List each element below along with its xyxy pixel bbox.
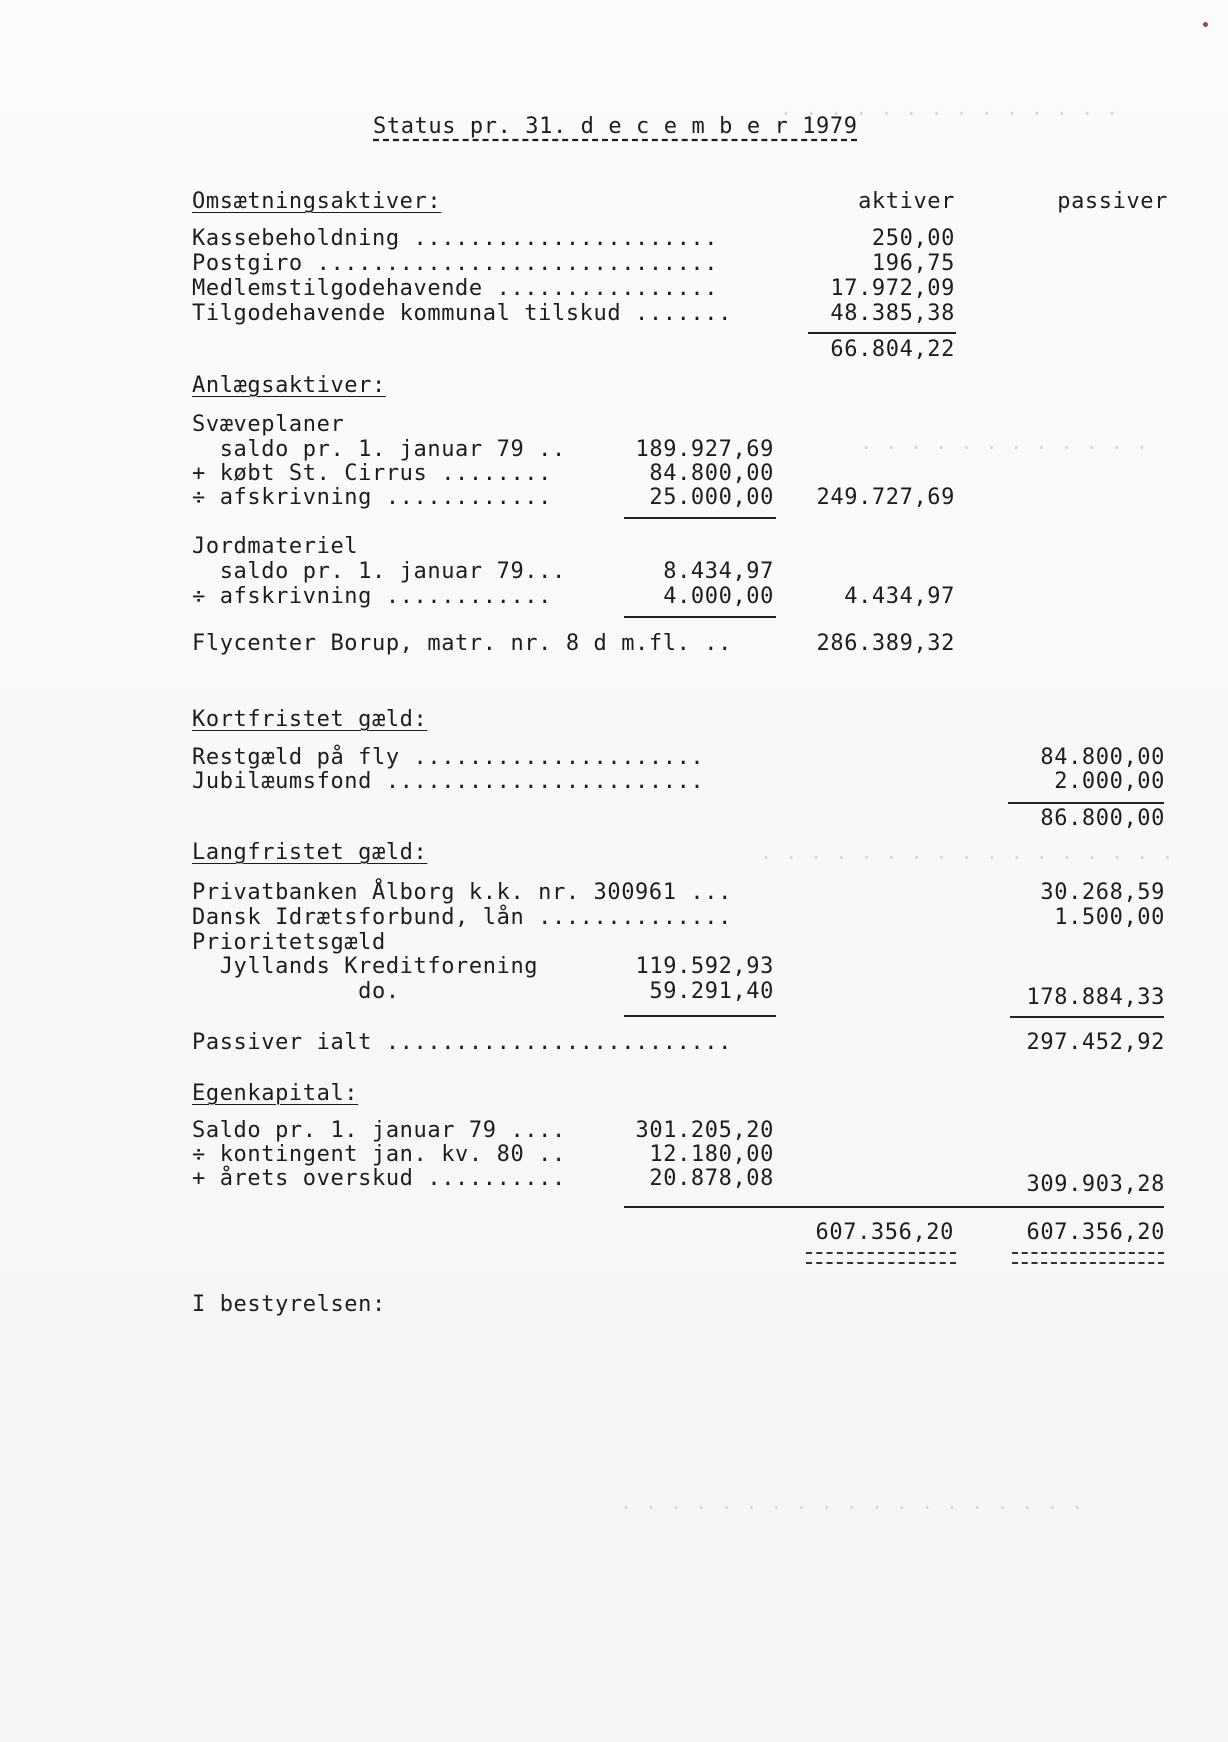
column-header-aktiver: aktiver <box>858 189 955 214</box>
row-amount: 17.972,09 <box>830 276 955 301</box>
row-amount: 12.180,00 <box>649 1142 774 1167</box>
subtotal-rule <box>624 517 776 519</box>
row-amount: 250,00 <box>871 226 955 251</box>
row-amount: 30.268,59 <box>1040 880 1165 905</box>
subtotal-rule <box>1010 1016 1164 1018</box>
section-heading-egenkapital: Egenkapital: <box>192 1081 359 1106</box>
row-label: + købt St. Cirrus ........ <box>192 461 552 486</box>
group-total-amount: 178.884,33 <box>1026 985 1165 1010</box>
row-label: ÷ kontingent jan. kv. 80 .. <box>192 1142 566 1167</box>
row-amount: 189.927,69 <box>635 437 774 462</box>
group-total-amount: 4.434,97 <box>844 584 955 609</box>
row-label: Jubilæumsfond ....................... <box>192 769 705 794</box>
subtotal-amount: 86.800,00 <box>1040 806 1165 831</box>
document-title: Status pr. 31. d e c e m b e r 1979 <box>373 114 858 139</box>
row-amount: 4.000,00 <box>663 584 774 609</box>
bleed-through: . . . . . . . . . . . . . . . . . . . <box>620 1490 1085 1514</box>
row-amount: 119.592,93 <box>635 954 774 979</box>
section-heading-anlaegsaktiver: Anlægsaktiver: <box>192 373 386 398</box>
section-heading-langfristet: Langfristet gæld: <box>192 840 428 865</box>
subtotal-rule <box>1008 802 1164 804</box>
row-amount: 2.000,00 <box>1054 769 1165 794</box>
bleed-through: . . . . . . . . . . . . . . . . . <box>760 840 1174 864</box>
group-total-amount: 309.903,28 <box>1026 1172 1165 1197</box>
row-amount: 84.800,00 <box>649 461 774 486</box>
signature-label: I bestyrelsen: <box>192 1292 386 1317</box>
row-label: Kassebeholdning ...................... <box>192 226 719 251</box>
row-label: Postgiro ............................. <box>192 251 719 276</box>
row-amount: 1.500,00 <box>1054 905 1165 930</box>
subtotal-amount: 66.804,22 <box>830 337 955 362</box>
row-label: Medlemstilgodehavende ................ <box>192 276 719 301</box>
subtotal-rule <box>624 616 776 618</box>
row-amount: 84.800,00 <box>1040 745 1165 770</box>
bleed-through: . . . . . . . . . . . . <box>860 430 1149 454</box>
row-label: Privatbanken Ålborg k.k. nr. 300961 ... <box>192 880 732 905</box>
row-label: Jyllands Kreditforening <box>192 954 539 979</box>
group-label-svaeveplaner: Svæveplaner <box>192 412 345 437</box>
row-label: ÷ afskrivning ............ <box>192 584 552 609</box>
row-amount: 297.452,92 <box>1026 1030 1165 1055</box>
section-heading-kortfristet: Kortfristet gæld: <box>192 707 428 732</box>
ink-spot <box>1203 22 1208 27</box>
row-amount: 59.291,40 <box>649 979 774 1004</box>
bleed-through: . . . . . . . . . . . . . . <box>780 96 1119 120</box>
row-label: Restgæld på fly ..................... <box>192 745 705 770</box>
double-rule <box>806 1262 956 1264</box>
row-label: Tilgodehavende kommunal tilskud ....... <box>192 301 732 326</box>
section-heading-omsaetningsaktiver: Omsætningsaktiver: <box>192 189 442 214</box>
row-amount: 20.878,08 <box>649 1166 774 1191</box>
grand-total-rule <box>624 1206 1164 1208</box>
subtotal-rule <box>624 1015 776 1017</box>
row-label-passiver-ialt: Passiver ialt ......................... <box>192 1030 732 1055</box>
row-label: saldo pr. 1. januar 79... <box>192 559 566 584</box>
group-total-amount: 249.727,69 <box>816 485 955 510</box>
row-label-flycenter: Flycenter Borup, matr. nr. 8 d m.fl. .. <box>192 631 732 656</box>
row-amount: 196,75 <box>871 251 955 276</box>
row-amount: 48.385,38 <box>830 301 955 326</box>
grand-total-aktiver: 607.356,20 <box>815 1220 954 1245</box>
group-label-prioritetsgaeld: Prioritetsgæld <box>192 930 386 955</box>
group-label-jordmateriel: Jordmateriel <box>192 534 359 559</box>
row-amount: 301.205,20 <box>635 1118 774 1143</box>
column-header-passiver: passiver <box>1057 189 1168 214</box>
double-rule <box>806 1252 956 1254</box>
row-label: + årets overskud .......... <box>192 1166 566 1191</box>
row-amount: 25.000,00 <box>649 485 774 510</box>
row-label: do. <box>192 979 400 1004</box>
row-label: saldo pr. 1. januar 79 .. <box>192 437 566 462</box>
row-label: Dansk Idrætsforbund, lån .............. <box>192 905 732 930</box>
double-rule <box>1012 1252 1164 1254</box>
row-amount: 286.389,32 <box>816 631 955 656</box>
subtotal-rule <box>808 332 956 334</box>
row-amount: 8.434,97 <box>663 559 774 584</box>
double-rule <box>1012 1262 1164 1264</box>
row-label: ÷ afskrivning ............ <box>192 485 552 510</box>
row-label: Saldo pr. 1. januar 79 .... <box>192 1118 566 1143</box>
grand-total-passiver: 607.356,20 <box>1026 1220 1165 1245</box>
